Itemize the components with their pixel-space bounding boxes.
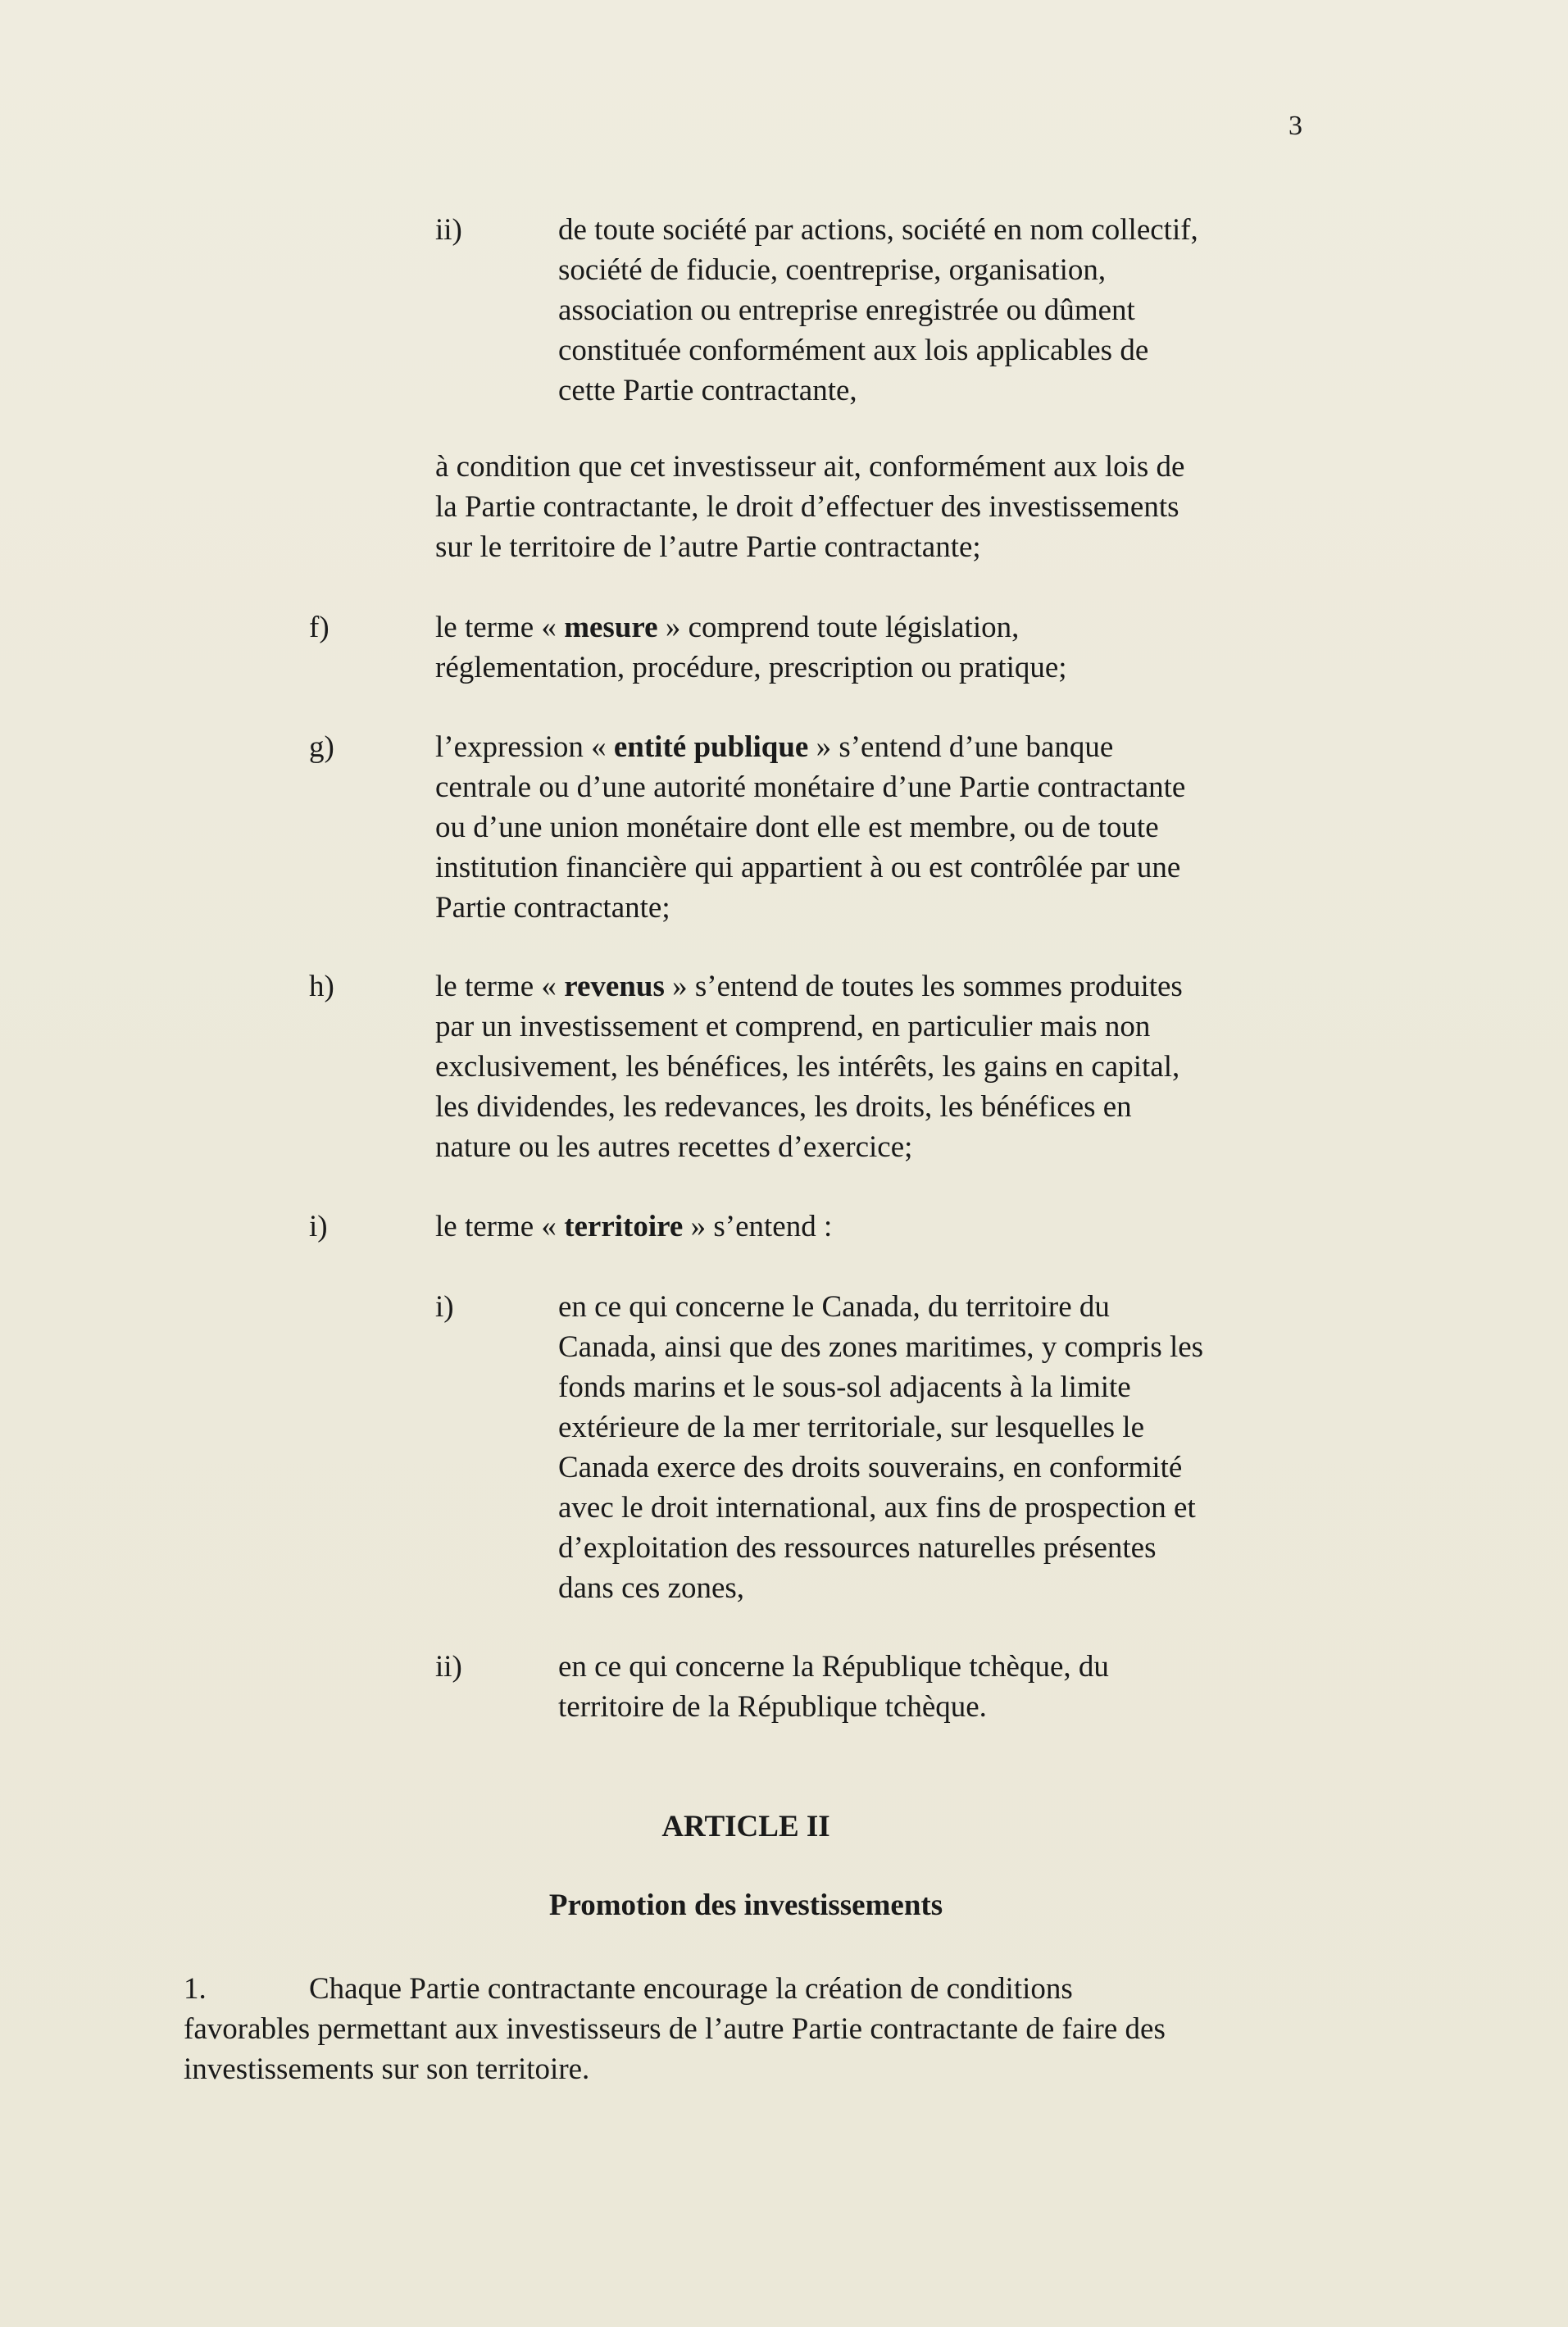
defined-term: territoire (564, 1210, 684, 1243)
article-title: Promotion des investissements (548, 1888, 943, 1922)
definition-revenus (435, 966, 1183, 1167)
text-line (435, 727, 1185, 767)
text-fragment: » comprend toute législation, (657, 611, 1020, 644)
text-fragment: le terme « (435, 1210, 565, 1243)
text-line: Partie contractante; (435, 891, 670, 925)
text-line (435, 607, 1067, 648)
text-line: constituée conformément aux lois applicables de (558, 334, 1149, 367)
text-line: sur le territoire de l’autre Partie contractante; (435, 530, 981, 564)
item-ii-text (558, 210, 1198, 411)
paragraph-first-line: Chaque Partie contractante encourage la création de conditions (309, 1972, 1073, 2006)
text-line: institution financière qui appartient à ou est contrôlée par une (435, 851, 1181, 884)
item-marker-i: i) (309, 1210, 328, 1243)
text-line: à condition que cet investisseur ait, conformément aux lois de (435, 450, 1185, 484)
text-fragment: le terme « (435, 970, 565, 1003)
text-fragment: » s’entend d’une banque (808, 730, 1114, 764)
text-line: fonds marins et le sous-sol adjacents à la limite (558, 1370, 1131, 1404)
proviso-paragraph (435, 447, 1184, 567)
text-line: centrale ou d’une autorité monétaire d’une Partie contractante (435, 770, 1186, 804)
item-marker-ii: ii) (435, 213, 462, 247)
text-line: dans ces zones, (558, 1571, 745, 1605)
text-line: exclusivement, les bénéfices, les intérêts, les gains en capital, (435, 1050, 1180, 1084)
item-marker-g: g) (309, 730, 334, 764)
page-number: 3 (1288, 111, 1302, 141)
item-marker-h: h) (309, 970, 334, 1003)
definition-territoire (435, 1207, 832, 1247)
paragraph-number: 1. (184, 1972, 207, 2006)
definition-mesure (435, 607, 1067, 688)
text-line (435, 966, 1183, 1007)
text-line: investissements sur son territoire. (184, 2052, 590, 2086)
defined-term: mesure (564, 611, 658, 644)
text-fragment: le terme « (435, 611, 565, 644)
defined-term: revenus (564, 970, 665, 1003)
text-line: territoire de la République tchèque. (558, 1690, 987, 1724)
text-line: Canada, ainsi que des zones maritimes, y compris les (558, 1330, 1204, 1364)
text-line: les dividendes, les redevances, les droits, les bénéfices en (435, 1090, 1132, 1124)
text-line: ou d’une union monétaire dont elle est membre, ou de toute (435, 811, 1159, 844)
text-fragment: l’expression « (435, 730, 614, 764)
defined-term: entité publique (613, 730, 809, 764)
article-heading: ARTICLE II (661, 1810, 830, 1843)
text-line: d’exploitation des ressources naturelles présentes (558, 1531, 1157, 1565)
text-line: réglementation, procédure, prescription ou pratique; (435, 651, 1067, 684)
text-line: société de fiducie, coentreprise, organisation, (558, 253, 1107, 287)
definition-entite-publique (435, 727, 1185, 928)
text-line: avec le droit international, aux fins de prospection et (558, 1491, 1196, 1525)
text-line: par un investissement et comprend, en particulier mais non (435, 1010, 1151, 1043)
text-line: favorables permettant aux investisseurs de l’autre Partie contractante de faire des (184, 2012, 1166, 2046)
subitem-marker-i: i) (435, 1290, 454, 1324)
text-line: de toute société par actions, société en nom collectif, (558, 213, 1198, 247)
text-line: en ce qui concerne le Canada, du territoire du (558, 1290, 1110, 1324)
text-line: nature ou les autres recettes d’exercice; (435, 1130, 913, 1164)
territoire-republique-tcheque (558, 1647, 1109, 1727)
text-line (435, 1207, 832, 1247)
text-line: cette Partie contractante, (558, 374, 857, 407)
text-line: en ce qui concerne la République tchèque, du (558, 1650, 1109, 1684)
text-line: la Partie contractante, le droit d’effectuer des investissements (435, 490, 1179, 524)
text-line: association ou entreprise enregistrée ou dûment (558, 293, 1135, 327)
subitem-marker-ii: ii) (435, 1650, 462, 1684)
paragraph-body (184, 2009, 1166, 2089)
territoire-canada (558, 1287, 1203, 1608)
text-fragment: » s’entend de toutes les sommes produites (664, 970, 1183, 1003)
item-marker-f: f) (309, 611, 330, 644)
text-fragment: » s’entend : (683, 1210, 833, 1243)
text-line: extérieure de la mer territoriale, sur lesquelles le (558, 1411, 1144, 1444)
text-line: Canada exerce des droits souverains, en conformité (558, 1451, 1183, 1484)
